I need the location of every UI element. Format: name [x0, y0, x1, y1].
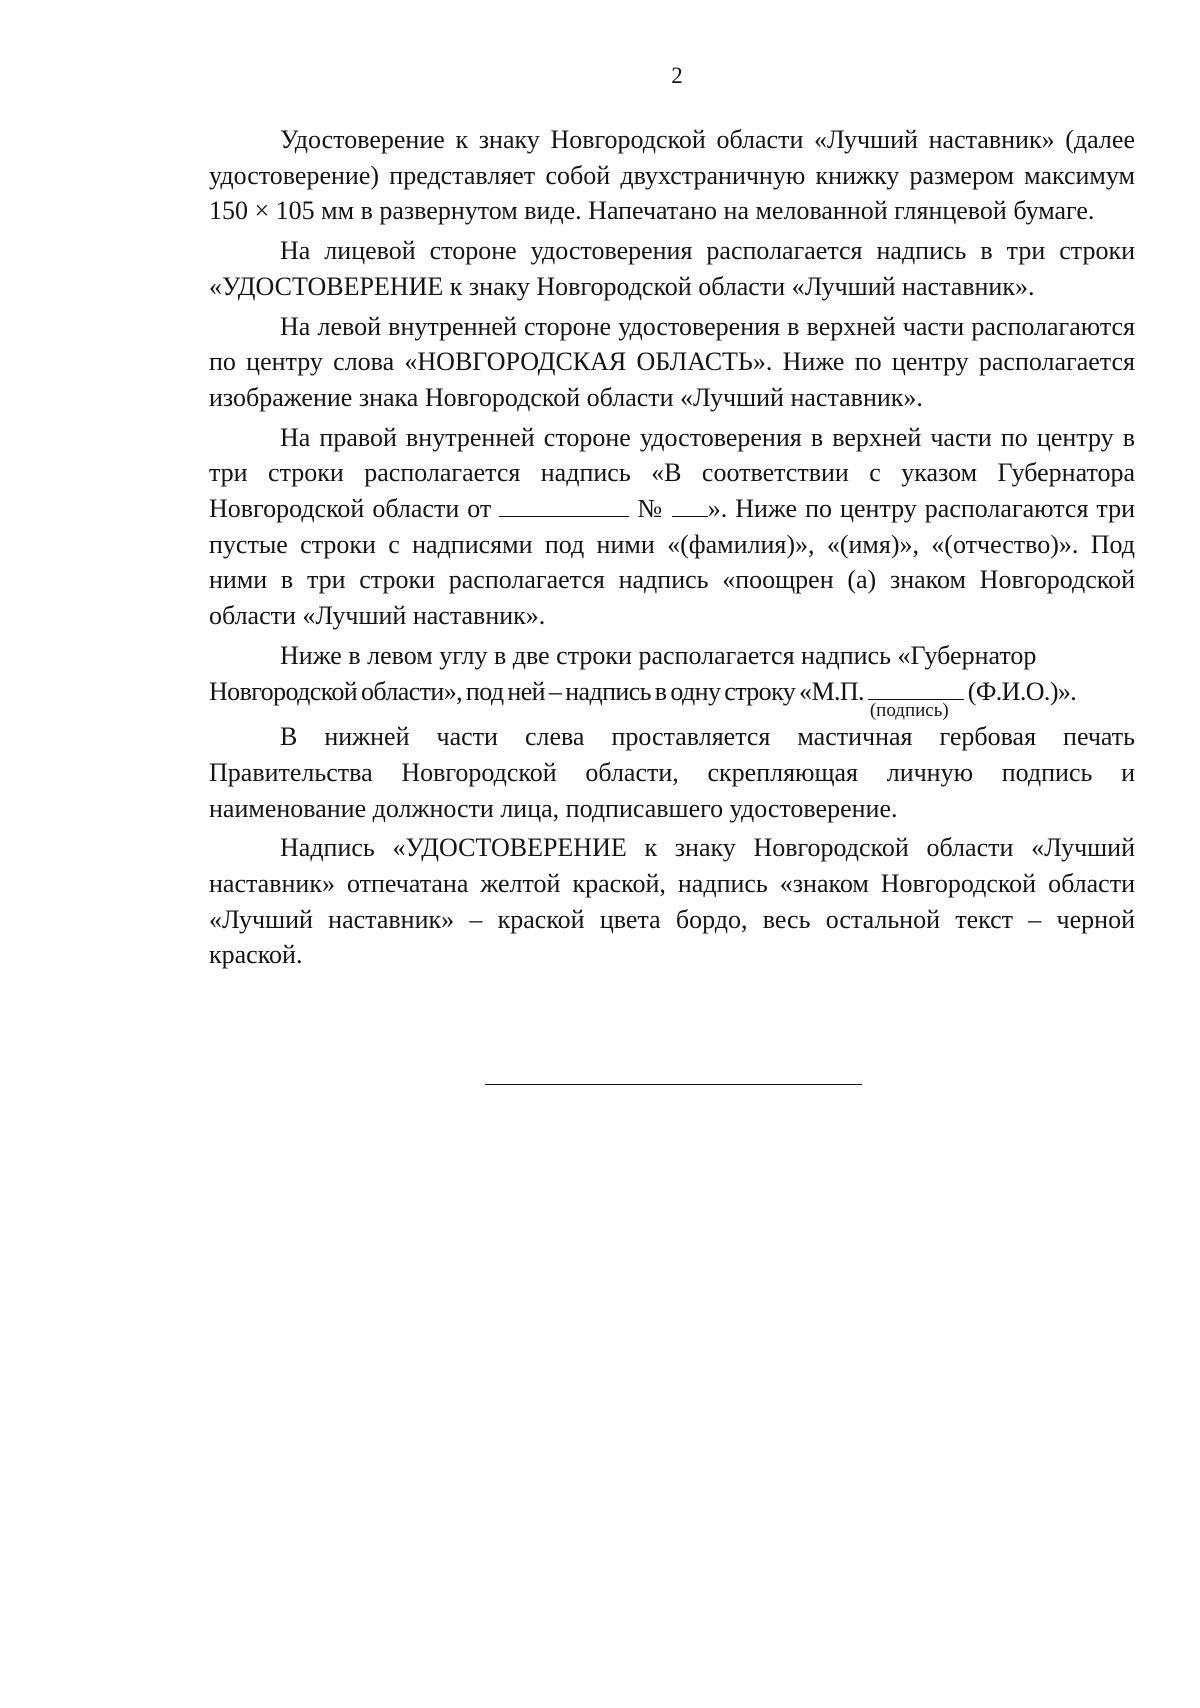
right-side-text-start: На правой внутренней стороне удостоверения в верхней части по центру в три строки располагается надпись «В соответствии с указом Губернатора Новгородской области от: [209, 422, 1135, 524]
signature-caption: (подпись): [869, 699, 949, 721]
signature-blank-line: [868, 679, 964, 700]
document-body: [209, 122, 1135, 977]
paragraph-seal: В нижней части слева проставляется мастичная гербовая печать Правительства Новгородской области, скрепляющая личную подпись и наименование должности лица, подписавшего удостоверение.: [209, 722, 1135, 823]
signature-suffix: (Ф.И.О.)».: [967, 676, 1077, 706]
right-side-text-end: ». Ниже по центру располагаются три пустые строки с надписями под ними «(фамилия)», «(имя)», «(отчество)». Под ними в три строки располагается надпись «поощрен (а) знаком Новгородской области «Лучший наставник».: [209, 494, 1136, 631]
paragraph-governor-signature: [209, 638, 1135, 721]
paragraph-right-inner-side: [209, 420, 1135, 634]
number-sign: №: [637, 494, 664, 524]
signature-prefix: Новгородской области», под ней – надпись в одну строку «М.П.: [209, 676, 864, 706]
page-number: 2: [671, 63, 683, 88]
paragraph-colors: Надпись «УДОСТОВЕРЕНИЕ к знаку Новгородской области «Лучший наставник» отпечатана желтой краской, надпись «знаком Новгородской области «Лучший наставник» – краской цвета бордо, весь остальной текст – черной краской.: [209, 833, 1135, 970]
number-blank-line: [672, 496, 708, 517]
paragraph-front-side: На лицевой стороне удостоверения располагается надпись в три строки «УДОСТОВЕРЕНИЕ к знаку Новгородской области «Лучший наставник».: [209, 236, 1135, 301]
date-blank-line: [499, 496, 629, 517]
signature-line: [209, 676, 1077, 721]
end-divider-line: [485, 1084, 862, 1085]
paragraph-left-inner-side: На левой внутренней стороне удостоверения в верхней части располагаются по центру слова «НОВГОРОДСКАЯ ОБЛАСТЬ». Ниже по центру располагается изображение знака Новгородской области «Лучший наставник».: [209, 311, 1135, 412]
paragraph-description: Удостоверение к знаку Новгородской области «Лучший наставник» (далее удостоверение) представляет собой двухстраничную книжку размером максимум 150 × 105 мм в развернутом виде. Напечатано на мелованной глянцевой бумаге.: [209, 125, 1135, 226]
signature-blank-wrapper: [868, 674, 964, 721]
governor-text: Ниже в левом углу в две строки располагается надпись «Губернатор: [280, 640, 1037, 670]
